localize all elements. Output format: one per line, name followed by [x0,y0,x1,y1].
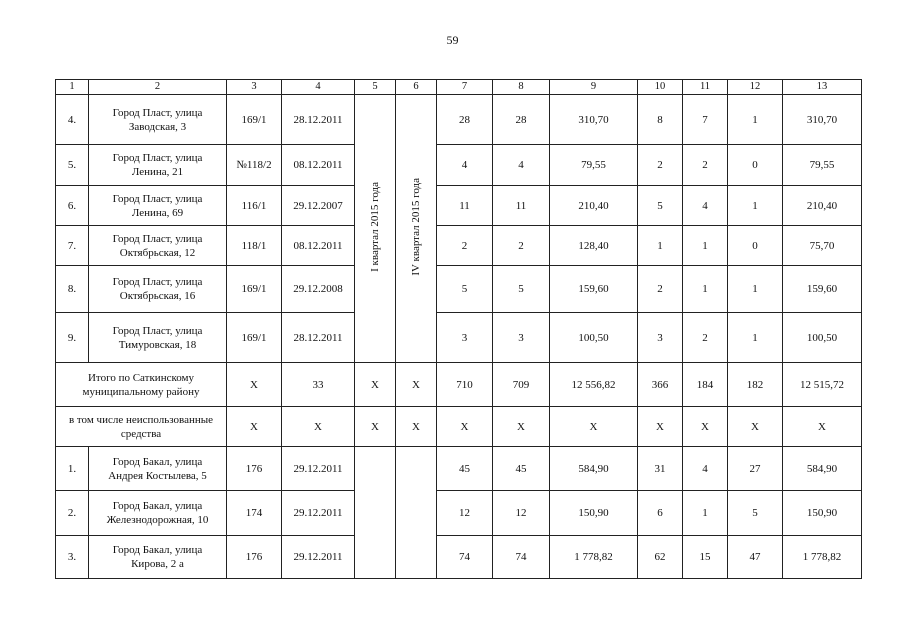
cell: X [437,407,493,447]
cell: 79,55 [783,145,862,186]
col-header: 10 [638,80,683,95]
cell: 176 [227,447,282,491]
cell: 29.12.2011 [282,491,355,536]
cell: 4 [493,145,550,186]
cell: 159,60 [783,266,862,313]
cell: 1 778,82 [783,536,862,579]
cell: 29.12.2008 [282,266,355,313]
period-end-cell [396,447,437,579]
cell: 169/1 [227,266,282,313]
cell: №118/2 [227,145,282,186]
cell: 11 [437,186,493,226]
cell: 1 [728,186,783,226]
table-row [56,313,862,363]
cell: 4 [437,145,493,186]
cell: 74 [437,536,493,579]
cell: 5 [493,266,550,313]
housing-program-table [55,79,862,579]
cell: 2 [683,313,728,363]
table-row [56,226,862,266]
table-row [56,491,862,536]
col-header: 6 [396,80,437,95]
column-number-row [56,80,862,95]
col-header: 8 [493,80,550,95]
cell: 75,70 [783,226,862,266]
address-cell: Город Бакал, улица Андрея Костылева, 5 [89,447,227,491]
row-number: 9. [56,313,89,363]
cell: 29.12.2011 [282,536,355,579]
cell: X [355,407,396,447]
col-header: 9 [550,80,638,95]
cell: X [396,363,437,407]
cell: 28.12.2011 [282,313,355,363]
cell: 116/1 [227,186,282,226]
cell: 28.12.2011 [282,95,355,145]
cell: 08.12.2011 [282,145,355,186]
cell: 12 515,72 [783,363,862,407]
cell: 79,55 [550,145,638,186]
cell: 1 [683,226,728,266]
col-header: 13 [783,80,862,95]
cell: 2 [638,145,683,186]
row-number: 2. [56,491,89,536]
period-end-cell: IV квартал 2015 года [396,95,437,363]
col-header: 12 [728,80,783,95]
cell: 169/1 [227,95,282,145]
cell: X [638,407,683,447]
address-cell: Город Бакал, улица Кирова, 2 а [89,536,227,579]
cell: X [227,363,282,407]
cell: 366 [638,363,683,407]
cell: 1 [638,226,683,266]
cell: 310,70 [783,95,862,145]
row-number: 4. [56,95,89,145]
cell: X [728,407,783,447]
row-number: 5. [56,145,89,186]
cell: 12 [437,491,493,536]
cell: 210,40 [783,186,862,226]
cell: 1 [728,95,783,145]
address-cell: Город Пласт, улица Заводская, 3 [89,95,227,145]
cell: 709 [493,363,550,407]
cell: 27 [728,447,783,491]
cell: 5 [437,266,493,313]
cell: 08.12.2011 [282,226,355,266]
cell: 1 778,82 [550,536,638,579]
cell: 12 556,82 [550,363,638,407]
cell: 150,90 [550,491,638,536]
cell: 1 [728,313,783,363]
cell: 710 [437,363,493,407]
cell: 6 [638,491,683,536]
cell: 1 [683,266,728,313]
cell: 1 [683,491,728,536]
cell: 62 [638,536,683,579]
cell: 4 [683,447,728,491]
cell: 4 [683,186,728,226]
row-number: 8. [56,266,89,313]
cell: 2 [493,226,550,266]
page-number: 59 [446,33,459,47]
cell: 100,50 [550,313,638,363]
table-row [56,266,862,313]
cell: 29.12.2011 [282,447,355,491]
col-header: 4 [282,80,355,95]
col-header: 3 [227,80,282,95]
row-number: 3. [56,536,89,579]
cell: 176 [227,536,282,579]
address-cell: Город Пласт, улица Октябрьская, 12 [89,226,227,266]
table-row [56,186,862,226]
cell: 29.12.2007 [282,186,355,226]
unused-funds-row [56,407,862,447]
cell: 2 [437,226,493,266]
table-row [56,447,862,491]
cell: 0 [728,226,783,266]
address-cell: Город Пласт, улица Ленина, 21 [89,145,227,186]
cell: 31 [638,447,683,491]
cell: 2 [683,145,728,186]
cell: X [550,407,638,447]
cell: X [355,363,396,407]
cell: X [396,407,437,447]
cell: 128,40 [550,226,638,266]
cell: 74 [493,536,550,579]
cell: 5 [728,491,783,536]
cell: 159,60 [550,266,638,313]
col-header: 1 [56,80,89,95]
cell: 182 [728,363,783,407]
table-row [56,145,862,186]
col-header: 2 [89,80,227,95]
cell: 174 [227,491,282,536]
col-header: 11 [683,80,728,95]
address-cell: Город Бакал, улица Железнодорожная, 10 [89,491,227,536]
cell: 12 [493,491,550,536]
cell: 28 [493,95,550,145]
period-start-cell [355,447,396,579]
col-header: 5 [355,80,396,95]
cell: 8 [638,95,683,145]
cell: 3 [437,313,493,363]
address-cell: Город Пласт, улица Ленина, 69 [89,186,227,226]
total-label: Итого по Саткинскому муниципальному району [56,363,227,407]
cell: 45 [437,447,493,491]
cell: 584,90 [783,447,862,491]
cell: 184 [683,363,728,407]
cell: 47 [728,536,783,579]
col-header: 7 [437,80,493,95]
cell: 11 [493,186,550,226]
cell: 210,40 [550,186,638,226]
address-cell: Город Пласт, улица Тимуровская, 18 [89,313,227,363]
row-number: 6. [56,186,89,226]
cell: 1 [728,266,783,313]
total-row [56,363,862,407]
cell: 7 [683,95,728,145]
cell: 15 [683,536,728,579]
cell: 33 [282,363,355,407]
cell: 5 [638,186,683,226]
cell: 169/1 [227,313,282,363]
table-row [56,95,862,145]
cell: 45 [493,447,550,491]
row-number: 1. [56,447,89,491]
cell: 150,90 [783,491,862,536]
cell: 3 [493,313,550,363]
cell: 118/1 [227,226,282,266]
cell: 584,90 [550,447,638,491]
address-cell: Город Пласт, улица Октябрьская, 16 [89,266,227,313]
cell: 28 [437,95,493,145]
cell: 100,50 [783,313,862,363]
cell: 3 [638,313,683,363]
cell: 0 [728,145,783,186]
table-row [56,536,862,579]
cell: X [282,407,355,447]
cell: X [683,407,728,447]
cell: X [493,407,550,447]
unused-funds-label: в том числе неиспользованные средства [56,407,227,447]
period-start-cell: I квартал 2015 года [355,95,396,363]
row-number: 7. [56,226,89,266]
cell: 2 [638,266,683,313]
cell: X [783,407,862,447]
cell: X [227,407,282,447]
cell: 310,70 [550,95,638,145]
